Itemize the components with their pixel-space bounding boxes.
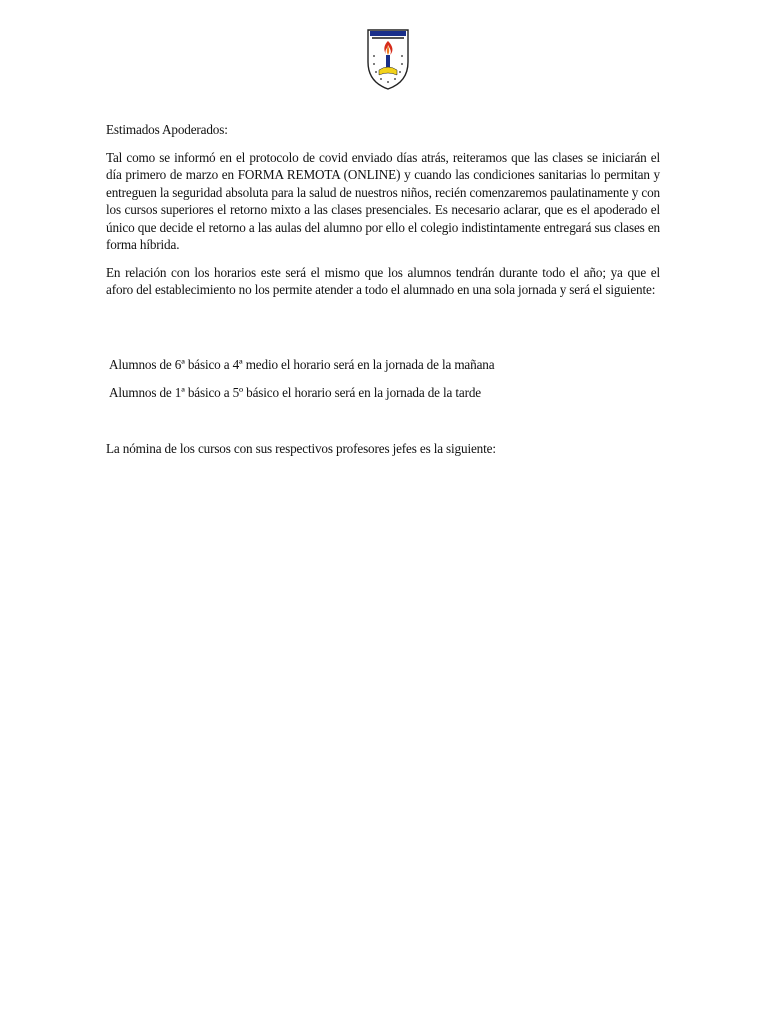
school-crest-logo (364, 26, 412, 92)
letter-closing-line: La nómina de los cursos con sus respectivos profesores jefes es la siguiente: (106, 441, 496, 456)
schedule-morning-line: Alumnos de 6ª básico a 4ª medio el horario será en la jornada de la mañana (109, 357, 495, 372)
letter-paragraph-schedule-intro: En relación con los horarios este será el mismo que los alumnos tendrán durante todo el año; ya que el aforo del establecimiento no los permite atender a todo el alumnado en una sola jornada y será el siguiente: (106, 265, 660, 298)
letter-paragraph-covid-protocol: Tal como se informó en el protocolo de covid enviado días atrás, reiteramos que las clases se iniciarán el día primero de marzo en FORMA REMOTA (ONLINE) y cuando las condiciones sanitarias lo permitan y entreguen la seguridad absoluta para la salud de nuestros niños, recién comenzaremos paulatinamente y con los cursos superiores el retorno mixto a las clases presenciales. Es necesario aclarar, que es el apoderado el único que decide el retorno a las aulas del alumno por ello el colegio indistintamente entregará sus clases en forma híbrida. (106, 150, 660, 253)
schedule-afternoon-line: Alumnos de 1ª básico a 5º básico el horario será en la jornada de la tarde (109, 385, 481, 400)
letter-greeting: Estimados Apoderados: (106, 122, 228, 137)
